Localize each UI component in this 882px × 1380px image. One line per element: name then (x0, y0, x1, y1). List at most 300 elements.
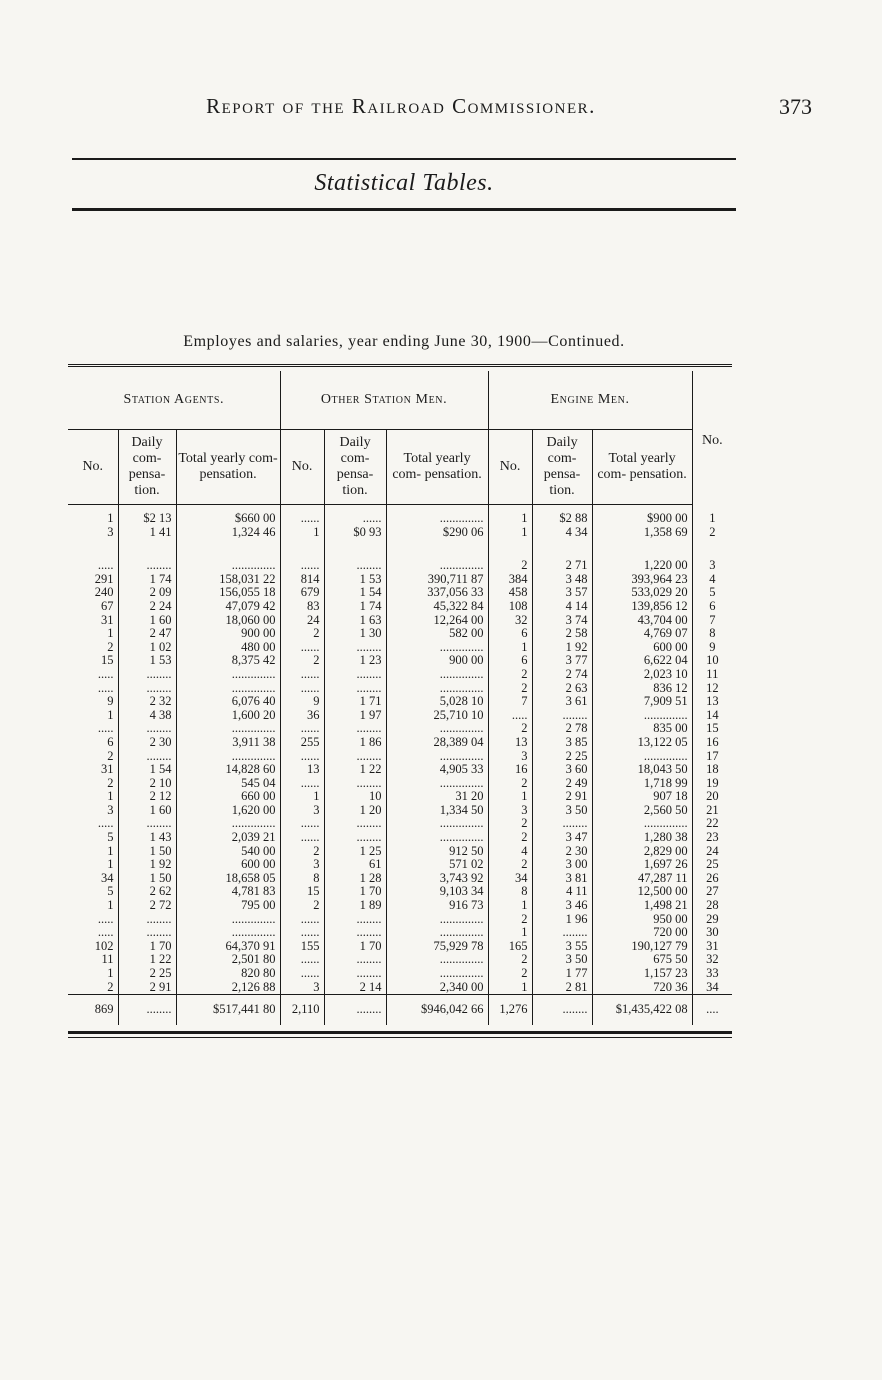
cell-sa-yearly: 2,126 88 (176, 981, 280, 995)
cell-os-yearly: .............. (386, 913, 488, 927)
total-sa-no: 869 (68, 995, 118, 1026)
cell-os-no: 2 (280, 899, 324, 913)
cell-row-number: 3 (692, 559, 732, 573)
cell-os-no: ...... (280, 967, 324, 981)
cell-em-daily: 2 74 (532, 668, 592, 682)
table-row (68, 940, 732, 954)
cell-os-no: ...... (280, 559, 324, 573)
cell-em-no: 8 (488, 885, 532, 899)
cell-os-yearly: 12,264 00 (386, 614, 488, 628)
cell-os-daily: ........ (324, 913, 386, 927)
cell-os-daily: 1 63 (324, 614, 386, 628)
cell-sa-yearly: 480 00 (176, 641, 280, 655)
cell-os-no: ...... (280, 512, 324, 526)
table-row (68, 750, 732, 764)
cell-sa-no: 1 (107, 857, 114, 872)
cell-row-number: 8 (692, 627, 732, 641)
cell-sa-no: 3 (107, 802, 114, 817)
cell-os-yearly: 337,056 33 (386, 586, 488, 600)
table-row (68, 668, 732, 682)
header-os-no: No. (280, 430, 324, 505)
cell-os-yearly: .............. (386, 512, 488, 526)
cell-row-number: 4 (692, 573, 732, 587)
cell-sa-yearly: 660 00 (176, 790, 280, 804)
cell-os-no: 2 (280, 627, 324, 641)
cell-sa-yearly: 2,039 21 (176, 831, 280, 845)
cell-em-daily: ........ (532, 817, 592, 831)
cell-os-daily: 1 54 (324, 586, 386, 600)
cell-sa-daily: ........ (118, 559, 176, 573)
table-row (68, 526, 732, 540)
cell-em-no: ..... (488, 709, 532, 723)
cell-sa-yearly: 795 00 (176, 899, 280, 913)
cell-sa-yearly: 1,620 00 (176, 804, 280, 818)
total-em-no: 1,276 (488, 995, 532, 1026)
cell-os-daily: 1 30 (324, 627, 386, 641)
cell-os-no: ...... (280, 953, 324, 967)
cell-row-number: 34 (692, 981, 732, 995)
cell-sa-no: 2 (107, 748, 114, 763)
cell-em-yearly: 675 50 (592, 953, 692, 967)
cell-sa-no: 1 (107, 898, 114, 913)
cell-os-no: ...... (280, 722, 324, 736)
cell-sa-yearly: .............. (176, 668, 280, 682)
cell-os-yearly: 916 73 (386, 899, 488, 913)
cell-row-number: 11 (692, 668, 732, 682)
cell-sa-yearly: 2,501 80 (176, 953, 280, 967)
cell-em-daily: 2 63 (532, 682, 592, 696)
header-sa-no: No. (68, 430, 118, 505)
cell-sa-yearly: 600 00 (176, 858, 280, 872)
cell-sa-no: 1 (107, 966, 114, 980)
cell-os-yearly: 1,334 50 (386, 804, 488, 818)
cell-sa-daily: ........ (118, 817, 176, 831)
cell-sa-yearly: 820 80 (176, 967, 280, 981)
cell-os-no: 15 (280, 885, 324, 899)
table-row (68, 804, 732, 818)
cell-em-no: 108 (488, 600, 532, 614)
cell-os-daily: 1 28 (324, 872, 386, 886)
cell-em-daily: 3 47 (532, 831, 592, 845)
title-rule-bottom (72, 208, 736, 211)
cell-os-yearly: .............. (386, 750, 488, 764)
cell-em-yearly: 720 00 (592, 926, 692, 940)
cell-os-no: 8 (280, 872, 324, 886)
cell-em-daily: 4 14 (532, 600, 592, 614)
total-em-yearly: $1,435,422 08 (592, 995, 692, 1026)
cell-em-yearly: 1,498 21 (592, 899, 692, 913)
cell-em-yearly: $900 00 (592, 512, 692, 526)
cell-row-number: 14 (692, 709, 732, 723)
cell-em-yearly: 1,220 00 (592, 559, 692, 573)
cell-sa-daily: 1 53 (118, 654, 176, 668)
group-other-station-men: Other Station Men. (280, 371, 488, 430)
cell-em-no: 1 (488, 526, 532, 540)
cell-em-no: 16 (488, 763, 532, 777)
table-row (68, 600, 732, 614)
cell-os-no: ...... (280, 913, 324, 927)
table-row (68, 695, 732, 709)
cell-em-yearly: 835 00 (592, 722, 692, 736)
cell-em-yearly: 1,358 69 (592, 526, 692, 540)
total-em-daily: ........ (532, 995, 592, 1026)
table-row (68, 981, 732, 995)
cell-os-daily: ........ (324, 777, 386, 791)
table-row (68, 872, 732, 886)
cell-os-no: ...... (280, 750, 324, 764)
cell-os-no: ...... (280, 926, 324, 940)
cell-sa-daily: 2 25 (118, 967, 176, 981)
cell-em-yearly: 950 00 (592, 913, 692, 927)
table-row (68, 682, 732, 696)
cell-sa-daily: 2 10 (118, 777, 176, 791)
cell-em-no: 1 (488, 981, 532, 995)
cell-sa-daily: ........ (118, 668, 176, 682)
cell-em-no: 1 (488, 899, 532, 913)
cell-row-number: 9 (692, 641, 732, 655)
cell-os-yearly: 912 50 (386, 845, 488, 859)
cell-em-yearly: 139,856 12 (592, 600, 692, 614)
cell-os-daily: 10 (324, 790, 386, 804)
cell-sa-no: ..... (97, 721, 114, 736)
cell-os-no: ...... (280, 641, 324, 655)
cell-sa-yearly: .............. (176, 559, 280, 573)
total-sa-daily: ........ (118, 995, 176, 1026)
cell-sa-no: 2 (107, 775, 114, 790)
cell-sa-daily: 4 38 (118, 709, 176, 723)
cell-row-number: 28 (692, 899, 732, 913)
cell-em-no: 7 (488, 695, 532, 709)
cell-sa-no: 102 (94, 938, 114, 953)
cell-em-yearly: 43,704 00 (592, 614, 692, 628)
cell-sa-daily: $2 13 (118, 512, 176, 526)
cell-em-no: 3 (488, 750, 532, 764)
table-row (68, 722, 732, 736)
cell-sa-daily: ........ (118, 926, 176, 940)
header-sa-yearly: Total yearly com- pensation. (176, 430, 280, 505)
cell-em-no: 1 (488, 641, 532, 655)
cell-os-yearly: $290 06 (386, 526, 488, 540)
cell-em-no: 384 (488, 573, 532, 587)
cell-os-no: 3 (280, 858, 324, 872)
cell-os-no: ...... (280, 777, 324, 791)
cell-em-no: 2 (488, 831, 532, 845)
cell-row-number: 10 (692, 654, 732, 668)
cell-row-number: 12 (692, 682, 732, 696)
cell-sa-no: 11 (101, 952, 114, 967)
cell-sa-no: 1 (107, 626, 114, 641)
cell-os-yearly: .............. (386, 777, 488, 791)
cell-os-daily: 61 (324, 858, 386, 872)
cell-os-daily: 1 23 (324, 654, 386, 668)
cell-os-no: 1 (280, 790, 324, 804)
cell-sa-no: 3 (107, 524, 114, 539)
cell-sa-yearly: 14,828 60 (176, 763, 280, 777)
cell-os-no: 814 (280, 573, 324, 587)
cell-sa-no: 5 (107, 830, 114, 845)
cell-os-yearly: 3,743 92 (386, 872, 488, 886)
cell-row-number: 2 (692, 526, 732, 540)
cell-os-no: 3 (280, 981, 324, 995)
cell-os-yearly: 25,710 10 (386, 709, 488, 723)
total-row-number: .... (692, 995, 732, 1026)
cell-em-no: 4 (488, 845, 532, 859)
cell-sa-daily: 1 02 (118, 641, 176, 655)
cell-sa-no: 15 (101, 653, 114, 668)
cell-sa-yearly: .............. (176, 926, 280, 940)
cell-sa-no: 2 (107, 639, 114, 654)
page-number: 373 (779, 94, 812, 119)
cell-sa-daily: 1 41 (118, 526, 176, 540)
total-os-no: 2,110 (280, 995, 324, 1026)
cell-em-no: 2 (488, 722, 532, 736)
cell-os-yearly: .............. (386, 817, 488, 831)
cell-os-daily: ........ (324, 722, 386, 736)
cell-em-daily: ........ (532, 926, 592, 940)
cell-sa-daily: 1 60 (118, 614, 176, 628)
cell-sa-daily: 2 47 (118, 627, 176, 641)
total-sa-yearly: $517,441 80 (176, 995, 280, 1026)
cell-em-daily: 3 61 (532, 695, 592, 709)
cell-em-no: 2 (488, 953, 532, 967)
cell-row-number: 7 (692, 614, 732, 628)
totals-row (68, 995, 732, 1026)
table-top-rule (68, 364, 732, 371)
cell-row-number: 27 (692, 885, 732, 899)
cell-em-yearly: 533,029 20 (592, 586, 692, 600)
cell-os-daily: 1 20 (324, 804, 386, 818)
table-row (68, 845, 732, 859)
cell-em-yearly: 7,909 51 (592, 695, 692, 709)
cell-sa-yearly: .............. (176, 817, 280, 831)
cell-sa-daily: 1 54 (118, 763, 176, 777)
table-spacer-row (68, 539, 732, 559)
total-os-yearly: $946,042 66 (386, 995, 488, 1026)
cell-os-no: 24 (280, 614, 324, 628)
cell-em-daily: 1 96 (532, 913, 592, 927)
header-em-daily: Daily com- pensa- tion. (532, 430, 592, 505)
cell-em-daily: 2 78 (532, 722, 592, 736)
cell-os-yearly: 571 02 (386, 858, 488, 872)
table-row (68, 641, 732, 655)
table-body (68, 505, 732, 995)
cell-os-no: 2 (280, 845, 324, 859)
header-em-yearly: Total yearly com- pensation. (592, 430, 692, 505)
cell-row-number: 13 (692, 695, 732, 709)
cell-em-daily: 2 58 (532, 627, 592, 641)
cell-em-daily: 2 81 (532, 981, 592, 995)
running-title: Report of the Railroad Commissioner. (206, 94, 596, 118)
cell-os-daily: 1 71 (324, 695, 386, 709)
cell-os-daily: 2 14 (324, 981, 386, 995)
cell-sa-daily: 2 62 (118, 885, 176, 899)
cell-os-yearly: 9,103 34 (386, 885, 488, 899)
cell-em-no: 2 (488, 858, 532, 872)
cell-sa-yearly: 8,375 42 (176, 654, 280, 668)
cell-sa-yearly: 18,060 00 (176, 614, 280, 628)
cell-sa-daily: 2 24 (118, 600, 176, 614)
cell-sa-daily: 2 91 (118, 981, 176, 995)
cell-sa-yearly: 1,600 20 (176, 709, 280, 723)
cell-em-daily: 1 77 (532, 967, 592, 981)
cell-row-number: 33 (692, 967, 732, 981)
table-row (68, 559, 732, 573)
cell-em-yearly: 18,043 50 (592, 763, 692, 777)
header-em-no: No. (488, 430, 532, 505)
title-rule-top (72, 158, 736, 160)
cell-em-daily: 3 74 (532, 614, 592, 628)
cell-os-yearly: 582 00 (386, 627, 488, 641)
cell-em-no: 2 (488, 913, 532, 927)
cell-em-daily: 3 50 (532, 953, 592, 967)
table-row (68, 831, 732, 845)
cell-em-yearly: .............. (592, 817, 692, 831)
cell-em-daily: 3 60 (532, 763, 592, 777)
cell-os-daily: ........ (324, 641, 386, 655)
cell-os-yearly: 31 20 (386, 790, 488, 804)
cell-em-no: 2 (488, 668, 532, 682)
cell-sa-yearly: 545 04 (176, 777, 280, 791)
cell-sa-daily: 2 12 (118, 790, 176, 804)
cell-em-no: 2 (488, 817, 532, 831)
cell-em-yearly: 6,622 04 (592, 654, 692, 668)
cell-os-daily: 1 70 (324, 940, 386, 954)
cell-sa-no: 31 (101, 612, 114, 627)
cell-os-daily: ...... (324, 512, 386, 526)
cell-os-no: 3 (280, 804, 324, 818)
cell-os-daily: ........ (324, 817, 386, 831)
cell-em-daily: ........ (532, 709, 592, 723)
cell-row-number: 6 (692, 600, 732, 614)
cell-em-daily: 4 34 (532, 526, 592, 540)
cell-os-yearly: .............. (386, 953, 488, 967)
cell-sa-no: ..... (97, 816, 114, 831)
cell-os-no: 2 (280, 654, 324, 668)
cell-em-yearly: 4,769 07 (592, 627, 692, 641)
cell-sa-daily: 1 60 (118, 804, 176, 818)
cell-sa-yearly: $660 00 (176, 512, 280, 526)
cell-os-daily: ........ (324, 750, 386, 764)
table-row (68, 953, 732, 967)
cell-os-no: 83 (280, 600, 324, 614)
cell-em-yearly: 1,718 99 (592, 777, 692, 791)
cell-sa-yearly: 158,031 22 (176, 573, 280, 587)
cell-os-yearly: .............. (386, 641, 488, 655)
cell-em-yearly: 600 00 (592, 641, 692, 655)
cell-em-yearly: 13,122 05 (592, 736, 692, 750)
cell-sa-no: 31 (101, 762, 114, 777)
cell-em-yearly: 47,287 11 (592, 872, 692, 886)
cell-em-no: 458 (488, 586, 532, 600)
cell-os-daily: 1 70 (324, 885, 386, 899)
cell-os-yearly: .............. (386, 967, 488, 981)
cell-em-no: 3 (488, 804, 532, 818)
cell-sa-daily: ........ (118, 722, 176, 736)
cell-sa-yearly: 1,324 46 (176, 526, 280, 540)
cell-em-daily: 3 77 (532, 654, 592, 668)
cell-os-daily: 1 22 (324, 763, 386, 777)
cell-sa-daily: 2 72 (118, 899, 176, 913)
cell-em-daily: 3 57 (532, 586, 592, 600)
cell-sa-no: 1 (107, 511, 114, 525)
cell-os-daily: ........ (324, 559, 386, 573)
table-row (68, 777, 732, 791)
table-row (68, 586, 732, 600)
cell-sa-daily: 1 50 (118, 872, 176, 886)
cell-sa-no: 1 (107, 843, 114, 858)
header-sa-daily: Daily com- pensa- tion. (118, 430, 176, 505)
cell-os-no: 155 (280, 940, 324, 954)
cell-sa-daily: 2 09 (118, 586, 176, 600)
cell-em-yearly: 1,157 23 (592, 967, 692, 981)
table-row (68, 763, 732, 777)
cell-em-daily: 3 55 (532, 940, 592, 954)
cell-sa-daily: ........ (118, 682, 176, 696)
cell-em-no: 165 (488, 940, 532, 954)
cell-os-no: 13 (280, 763, 324, 777)
cell-sa-daily: 1 74 (118, 573, 176, 587)
cell-em-yearly: 2,023 10 (592, 668, 692, 682)
cell-sa-yearly: 540 00 (176, 845, 280, 859)
cell-em-yearly: 12,500 00 (592, 885, 692, 899)
cell-sa-no: 1 (107, 789, 114, 804)
cell-em-yearly: .............. (592, 750, 692, 764)
table-bottom-rules (68, 1031, 732, 1038)
table-row (68, 790, 732, 804)
cell-sa-no: ..... (97, 666, 114, 681)
cell-sa-no: 2 (107, 979, 114, 994)
cell-sa-yearly: 156,055 18 (176, 586, 280, 600)
cell-row-number: 15 (692, 722, 732, 736)
table-row (68, 736, 732, 750)
cell-em-yearly: 393,964 23 (592, 573, 692, 587)
cell-sa-yearly: .............. (176, 682, 280, 696)
cell-os-no: ...... (280, 682, 324, 696)
cell-em-daily: $2 88 (532, 512, 592, 526)
cell-em-yearly: 836 12 (592, 682, 692, 696)
cell-sa-no: 9 (107, 694, 114, 709)
cell-sa-daily: 1 50 (118, 845, 176, 859)
cell-em-no: 1 (488, 926, 532, 940)
cell-os-daily: 1 53 (324, 573, 386, 587)
cell-os-no: 255 (280, 736, 324, 750)
header-os-yearly: Total yearly com- pensation. (386, 430, 488, 505)
cell-sa-yearly: 64,370 91 (176, 940, 280, 954)
cell-os-no: 36 (280, 709, 324, 723)
cell-os-daily: 1 74 (324, 600, 386, 614)
cell-row-number: 29 (692, 913, 732, 927)
cell-em-daily: 2 25 (532, 750, 592, 764)
cell-em-yearly: 2,829 00 (592, 845, 692, 859)
cell-sa-no: ..... (97, 558, 114, 573)
cell-os-yearly: .............. (386, 559, 488, 573)
group-engine-men: Engine Men. (488, 371, 692, 430)
cell-sa-no: 67 (101, 598, 114, 613)
cell-em-daily: 3 00 (532, 858, 592, 872)
table-row (68, 573, 732, 587)
cell-sa-daily: 1 92 (118, 858, 176, 872)
cell-em-no: 2 (488, 967, 532, 981)
cell-sa-yearly: 47,079 42 (176, 600, 280, 614)
cell-os-yearly: 900 00 (386, 654, 488, 668)
cell-os-no: ...... (280, 831, 324, 845)
cell-os-yearly: 2,340 00 (386, 981, 488, 995)
cell-em-yearly: 1,697 26 (592, 858, 692, 872)
cell-os-daily: ........ (324, 831, 386, 845)
cell-sa-no: 6 (107, 734, 114, 749)
table-caption: Employes and salaries, year ending June 30, 1900—Continued. (183, 333, 625, 350)
cell-row-number: 24 (692, 845, 732, 859)
